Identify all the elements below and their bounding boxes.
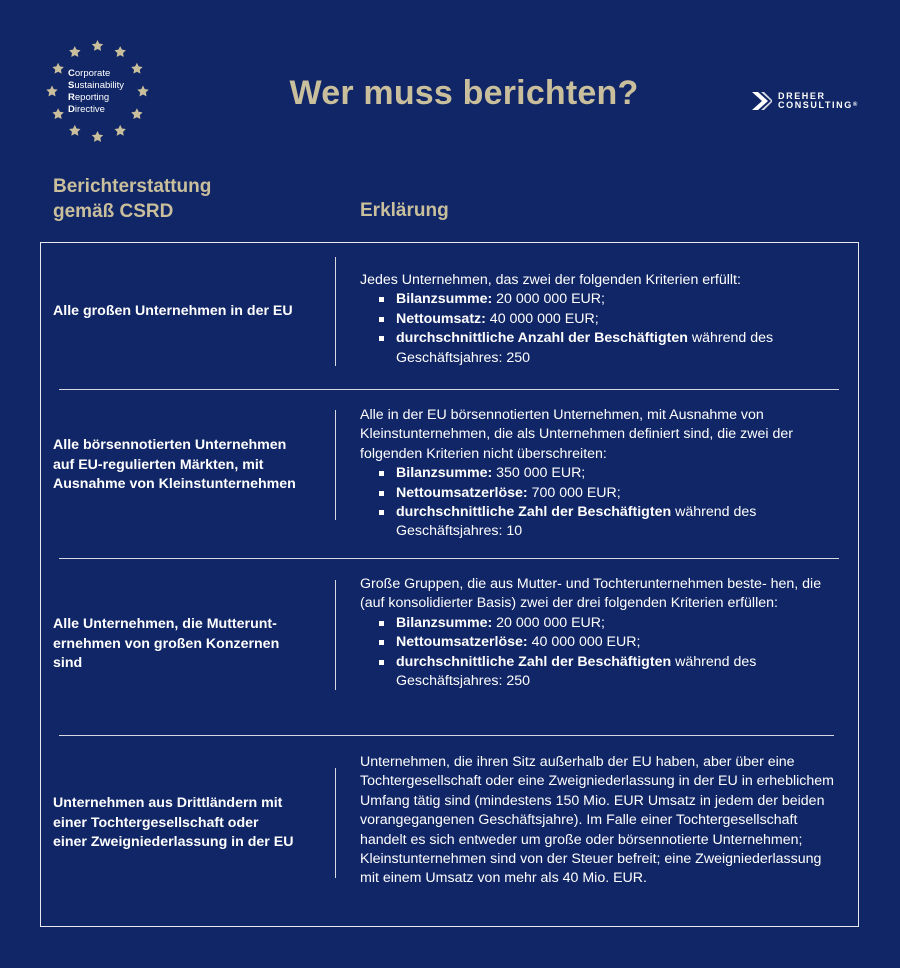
list-item: durchschnittliche Anzahl der Beschäftigten während des Geschäftsjahres: 250 [360,329,842,368]
logo-line-directive: Directive [68,104,105,115]
brand-text [778,92,857,110]
column-header-explanation: Erklärung [360,200,449,221]
dreher-consulting-logo [752,92,857,110]
list-item: durchschnittliche Zahl der Beschäftigten während des Geschäftsjahres: 10 [360,503,842,542]
list-item: Nettoumsatzerlöse: 700 000 EUR; [360,484,842,503]
row-description-third-country-companies: Unternehmen, die ihren Sitz außerhalb der EU haben, aber über eine Tochtergesellschaft oder eine Zweigniederlassung in der EU in erheblichem Umfang tätig sind (mindestens 150 Mio. EUR Umsatz in jedem der beiden vorangegangenen Geschäftsjahre). Im Falle einer Tochtergesellschaft handelt es sich entweder um große oder börsennotierte Unternehmen; Kleinstunternehmen sind von der Steuer befreit; eine Zweigniederlassung mit einem Umsatz von mehr als 40 Mio. EUR. [360,754,834,887]
row-label-parent-companies: Alle Unternehmen, die Mutterunt- ernehmen von großen Konzernen sind [53,616,280,671]
brand-line-1: DREHER [778,91,826,101]
row-divider [59,735,834,736]
row-description-parent-companies: Große Gruppen, die aus Mutter- und Tochterunternehmen beste- hen, die (auf konsolidierter Basis) zwei der drei folgenden Kriterien erfüllen: Bilanzsumme: 20 000 000 EUR; Nettoumsatzerlöse: 40 000 000 EUR; durchschnittliche Zahl der Beschäftigten während des Geschäftsjahres: 250 [360,575,842,691]
logo-line-sustainability: Sustainability [68,80,124,91]
list-item: Bilanzsumme: 350 000 EUR; [360,464,842,483]
row-divider [59,558,839,559]
list-item: Nettoumsatzerlöse: 40 000 000 EUR; [360,633,842,652]
row-description-large-companies: Jedes Unternehmen, das zwei der folgenden Kriterien erfüllt: Bilanzsumme: 20 000 000 EUR; Nettoumsatz: 40 000 000 EUR; durchschnittliche Anzahl der Beschäftigten während des Geschäftsjahres: 250 [360,271,842,368]
brand-registered-mark: ® [852,102,858,108]
list-item: Bilanzsumme: 20 000 000 EUR; [360,614,842,633]
column-divider [335,768,336,878]
logo-line-reporting: Reporting [68,92,110,103]
row-label-listed-companies: Alle börsennotierten Unternehmen auf EU-regulierten Märkten, mit Ausnahme von Kleinstunternehmen [53,437,296,492]
list-item: Bilanzsumme: 20 000 000 EUR; [360,290,842,309]
column-divider [335,580,336,690]
brand-mark-icon [752,92,772,110]
brand-line-2: CONSULTING [778,100,853,110]
column-divider [335,257,336,366]
page-title: Wer muss berichten? [289,74,639,112]
column-divider [335,410,336,520]
row-divider [59,389,839,390]
row-description-listed-companies: Alle in der EU börsennotierten Unternehmen, mit Ausnahme von Kleinstunternehmen, die als Unternehmen definiert sind, die zwei der folgenden Kriterien nicht überschreiten: Bilanzsumme: 350 000 EUR; Nettoumsatzerlöse: 700 000 EUR; durchschnittliche Zahl der Beschäftigten während des Geschäftsjahres: 10 [360,406,842,542]
row-label-third-country-companies: Unternehmen aus Drittländern mit einer Tochtergesellschaft oder einer Zweigniederlassung in der EU [53,795,294,850]
row-label-large-companies: Alle großen Unternehmen in der EU [53,303,293,319]
list-item: Nettoumsatz: 40 000 000 EUR; [360,310,842,329]
column-header-reporting: Berichterstattung gemäß CSRD [53,176,212,222]
list-item: durchschnittliche Zahl der Beschäftigten während des Geschäftsjahres: 250 [360,653,842,692]
logo-line-corporate: Corporate [68,68,111,79]
